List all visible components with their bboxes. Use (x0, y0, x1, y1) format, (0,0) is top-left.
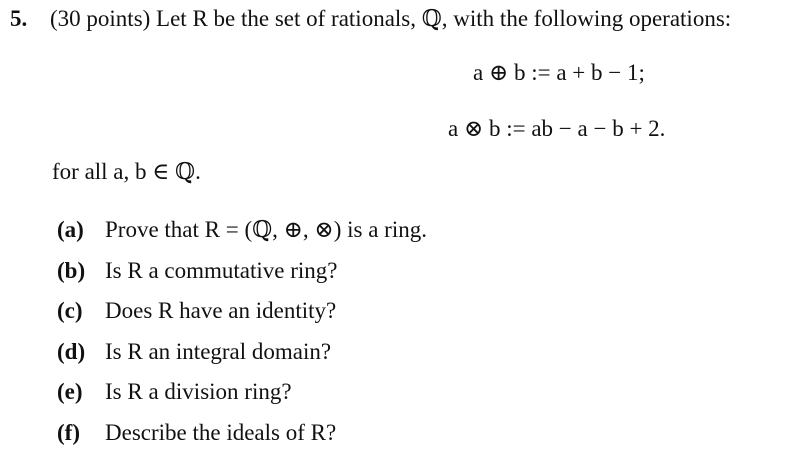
addition-operation-equation: a ⊕ b := a + b − 1; (473, 60, 645, 85)
question-part (57, 214, 427, 255)
part-label: (a) (57, 217, 84, 242)
question-part (57, 295, 427, 336)
problem-number: 5. (10, 6, 28, 31)
question-part (57, 255, 427, 296)
part-text: Describe the ideals of R? (105, 419, 337, 445)
part-label: (d) (57, 338, 86, 364)
problem-statement: (30 points) Let R be the set of rationals, ℚ, with the following operations: (50, 6, 732, 31)
question-part (57, 417, 427, 458)
question-part (57, 336, 427, 377)
part-label: (f) (57, 419, 80, 445)
part-text: Is R a division ring? (105, 379, 292, 405)
multiplication-operation-equation: a ⊗ b := ab − a − b + 2. (448, 116, 666, 141)
part-label: (b) (57, 257, 86, 283)
part-text: Is R a commutative ring? (105, 257, 338, 283)
part-text: Does R have an identity? (105, 298, 337, 324)
problem-header (10, 6, 731, 32)
quantifier-text: for all a, b ∈ ℚ. (52, 159, 201, 184)
question-part (57, 376, 427, 417)
part-label: (e) (57, 379, 83, 405)
question-parts-list (57, 214, 427, 458)
part-label: (c) (57, 298, 83, 324)
part-text: Prove that R = (ℚ, ⊕, ⊗) is a ring. (105, 217, 427, 242)
part-text: Is R an integral domain? (105, 338, 332, 364)
